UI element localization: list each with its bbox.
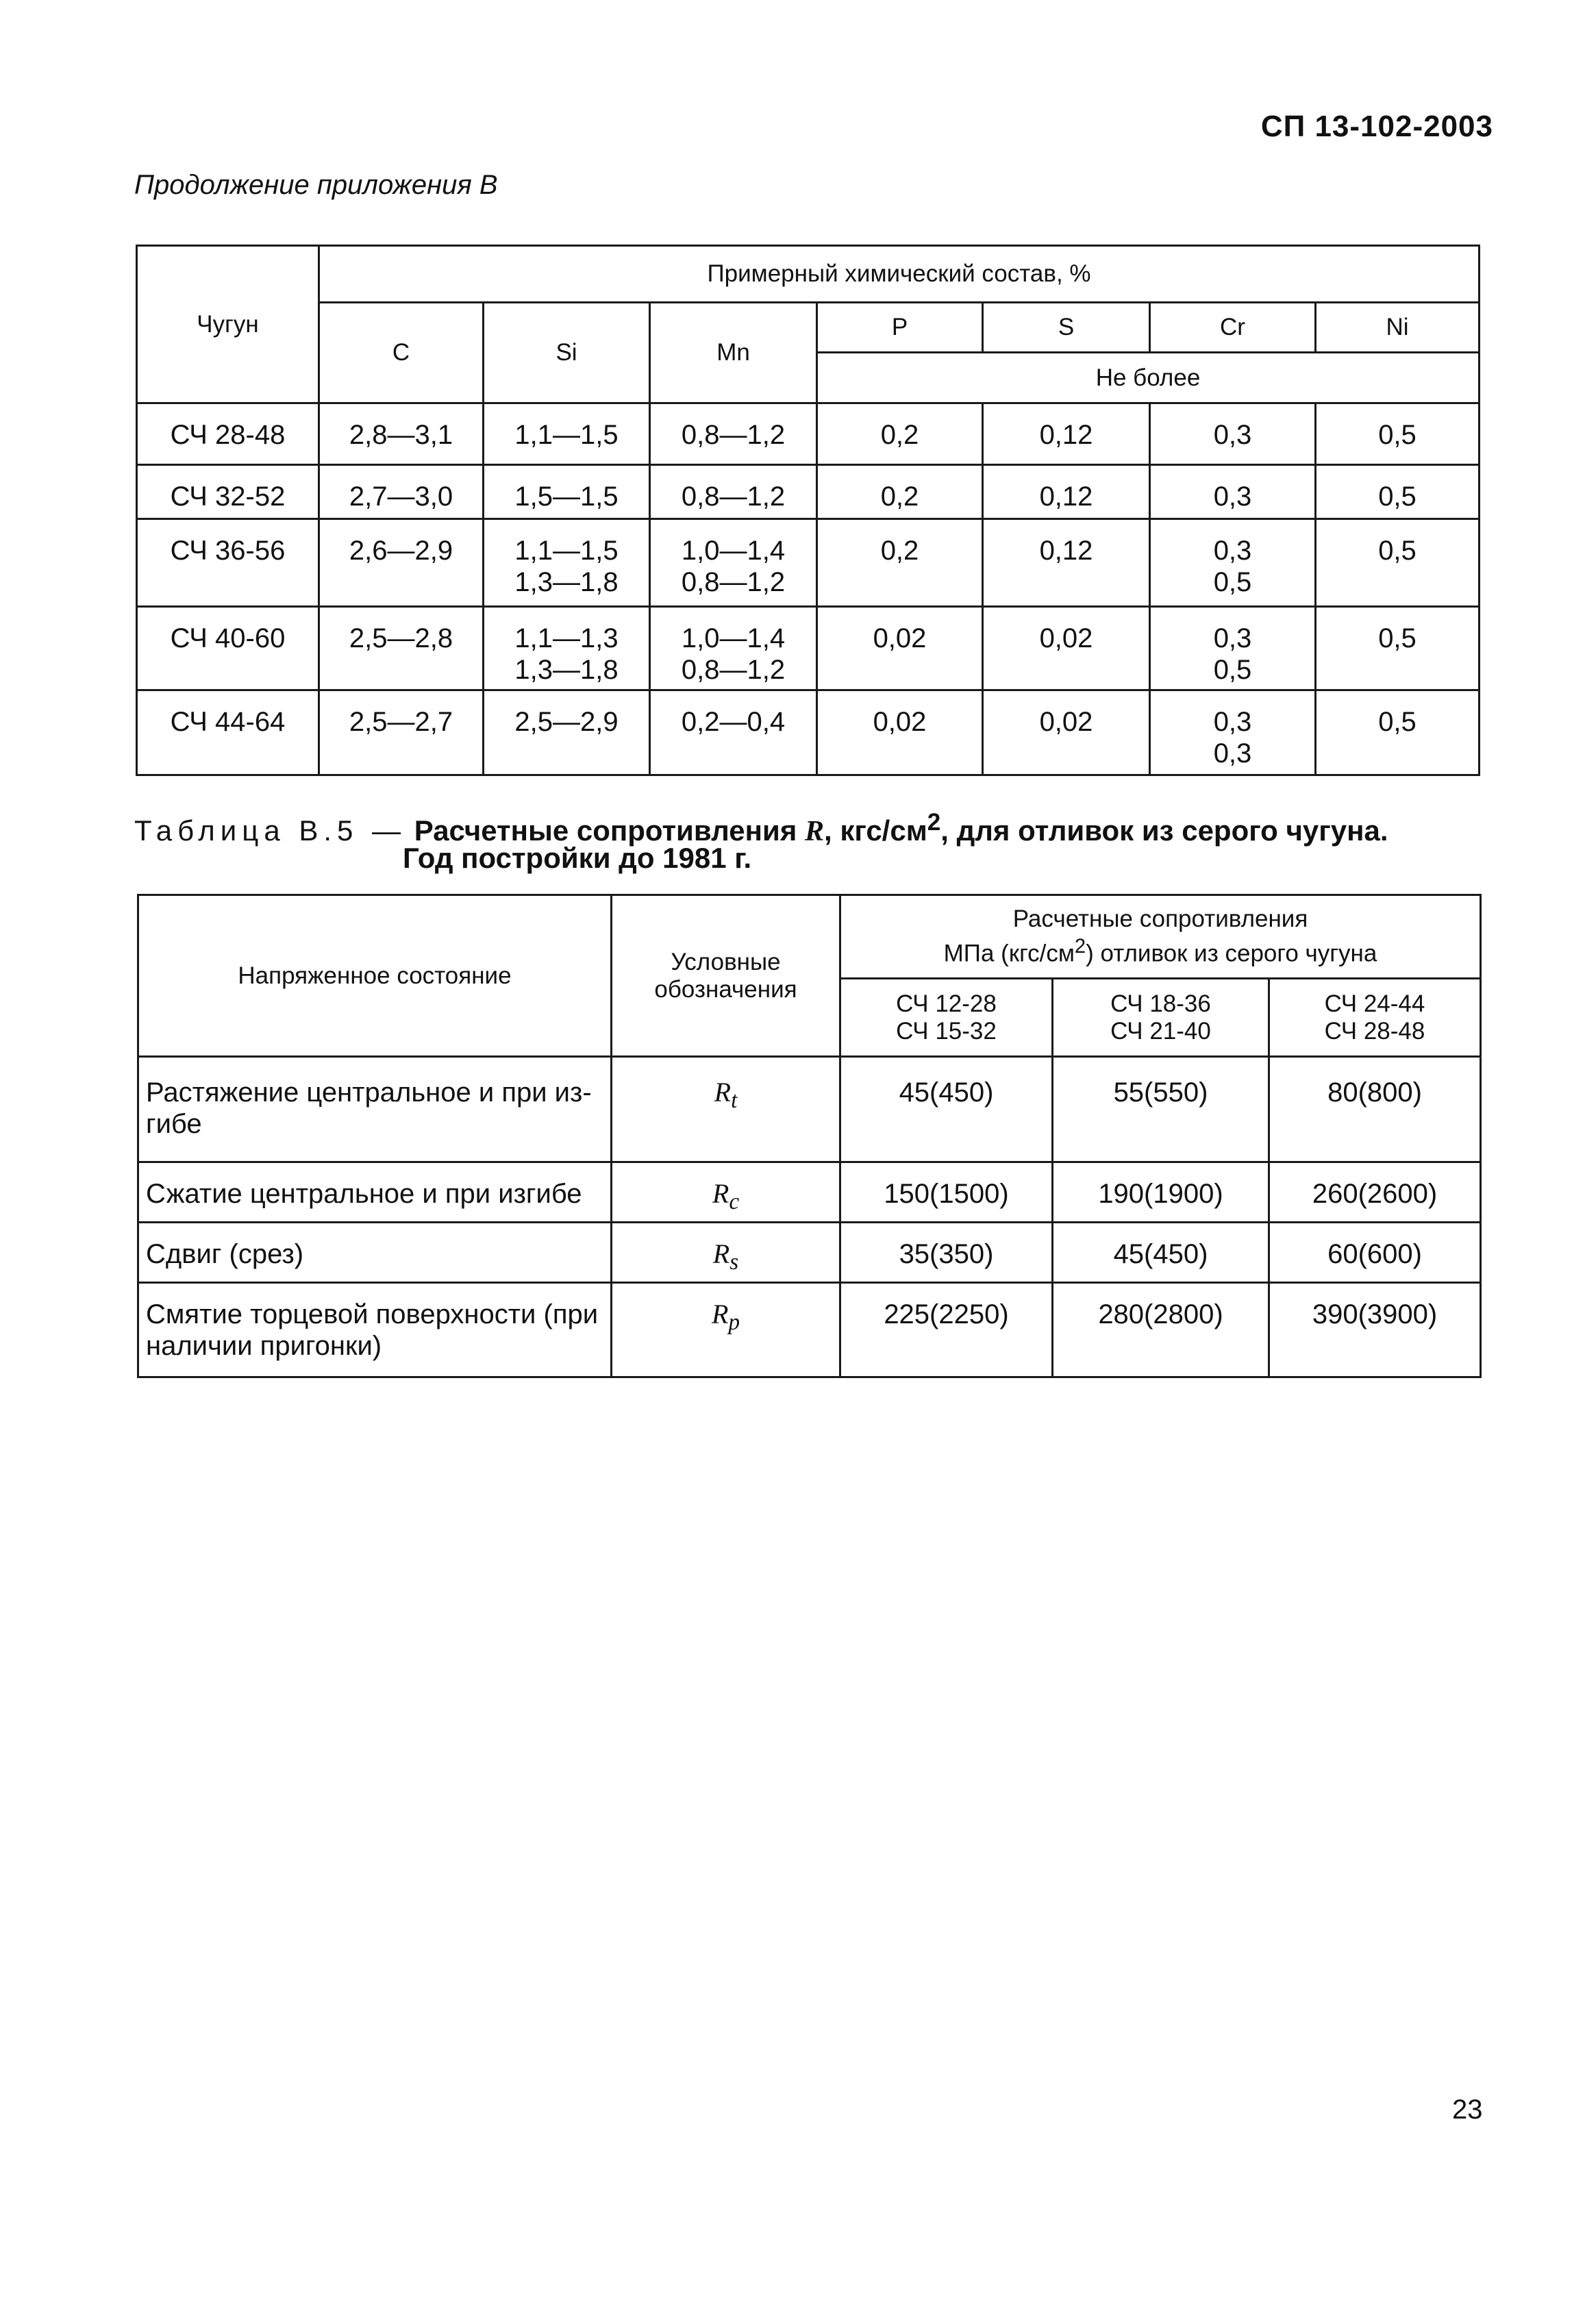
table-row [138,1057,1481,1162]
table-row [137,607,1480,690]
col-header-grade: Чугун [137,246,319,403]
cell-symbol [612,1223,840,1283]
cell-mn: 0,2—0,4 [650,690,817,775]
table-row [138,1283,1481,1377]
cell-ni: 0,5 [1316,465,1480,519]
table-caption [134,805,1481,874]
cell-value-2: 55(550) [1053,1057,1269,1162]
cell-state: Растяжение центральное и при из- гибе [138,1057,612,1162]
cell-grade: СЧ 36-56 [137,519,319,607]
symbol-sub: p [728,1310,740,1335]
cell-si: 1,5—1,5 [484,465,650,519]
cell-p: 0,2 [817,465,983,519]
document-code: СП 13-102-2003 [1260,110,1493,143]
symbol-sub: s [729,1249,739,1275]
group-header-line2a: МПа (кгс/см [943,940,1075,967]
cell-value-2: 190(1900) [1053,1162,1269,1223]
symbol-r: R [712,1238,730,1269]
cell-ni: 0,5 [1316,690,1480,775]
table-row [138,1223,1481,1283]
group-header-line2b: ) отливок из серого чугуна [1086,940,1377,967]
cell-p: 0,02 [817,607,983,690]
col-header-symbol: Условные обозначения [612,895,840,1057]
cell-value-3: 80(800) [1269,1057,1481,1162]
table-row [137,465,1480,519]
cell-s: 0,12 [983,403,1150,465]
col-header-grade-group-1: СЧ 12-28 СЧ 15-32 [840,979,1053,1057]
cell-si: 2,5—2,9 [484,690,650,775]
cell-si: 1,1—1,5 [484,403,650,465]
cell-ni: 0,5 [1316,607,1480,690]
col-header-c: C [319,303,484,403]
cell-state: Сдвиг (срез) [138,1223,612,1283]
col-header-s: S [983,303,1150,353]
cell-ni: 0,5 [1316,403,1480,465]
cell-mn: 1,0—1,4 0,8—1,2 [650,607,817,690]
col-header-p: P [817,303,983,353]
symbol-sub: t [731,1088,738,1113]
cell-mn: 0,8—1,2 [650,465,817,519]
caption-title-part2: , кгс/см [824,814,927,847]
cell-s: 0,12 [983,519,1150,607]
cell-value-3: 60(600) [1269,1223,1481,1283]
cell-c: 2,8—3,1 [319,403,484,465]
col-header-si: Si [484,303,650,403]
cell-c: 2,5—2,7 [319,690,484,775]
cell-symbol [612,1057,840,1162]
cell-value-1: 150(1500) [840,1162,1053,1223]
symbol-r: R [714,1077,732,1108]
cell-value-1: 45(450) [840,1057,1053,1162]
cell-c: 2,6—2,9 [319,519,484,607]
cell-value-3: 390(3900) [1269,1283,1481,1377]
cell-p: 0,02 [817,690,983,775]
group-header-sup: 2 [1074,936,1086,958]
cell-si: 1,1—1,5 1,3—1,8 [484,519,650,607]
cell-cr: 0,3 0,5 [1150,519,1316,607]
cell-mn: 0,8—1,2 [650,403,817,465]
table-row [138,1162,1481,1223]
cell-grade: СЧ 44-64 [137,690,319,775]
continuation-label: Продолжение приложения В [134,170,498,200]
cell-c: 2,5—2,8 [319,607,484,690]
caption-sup: 2 [927,809,941,836]
col-header-cr: Cr [1150,303,1316,353]
caption-prefix: Таблица В.5 — [134,814,407,847]
col-header-ni: Ni [1316,303,1480,353]
symbol-sub: c [729,1189,740,1214]
cell-s: 0,02 [983,690,1150,775]
cell-mn: 1,0—1,4 0,8—1,2 [650,519,817,607]
cell-symbol [612,1162,840,1223]
page-number: 23 [1452,2095,1483,2125]
group-header-resistance [840,895,1481,979]
cell-value-3: 260(2600) [1269,1162,1481,1223]
cell-value-2: 280(2800) [1053,1283,1269,1377]
caption-symbol: R [805,816,825,847]
caption-title-part1: Расчетные сопротивления [414,814,797,847]
cell-value-2: 45(450) [1053,1223,1269,1283]
col-header-state: Напряженное состояние [138,895,612,1057]
cell-grade: СЧ 32-52 [137,465,319,519]
group-header-composition: Примерный химический состав, % [319,246,1480,303]
col-header-grade-group-3: СЧ 24-44 СЧ 28-48 [1269,979,1481,1057]
cell-si: 1,1—1,3 1,3—1,8 [484,607,650,690]
table-row [137,403,1480,465]
caption-title-part3: , для отливок из серого чугуна. [940,814,1388,847]
col-header-mn: Mn [650,303,817,403]
design-resistance-table [137,894,1482,1378]
cell-grade: СЧ 40-60 [137,607,319,690]
cell-grade: СЧ 28-48 [137,403,319,465]
table-row [137,519,1480,607]
cell-c: 2,7—3,0 [319,465,484,519]
chemical-composition-table [136,245,1480,776]
cell-symbol [612,1283,840,1377]
col-header-grade-group-2: СЧ 18-36 СЧ 21-40 [1053,979,1269,1057]
cell-p: 0,2 [817,519,983,607]
cell-cr: 0,3 0,5 [1150,607,1316,690]
cell-s: 0,02 [983,607,1150,690]
cell-state: Смятие торцевой поверхности (при наличии пригонки) [138,1283,612,1377]
cell-s: 0,12 [983,465,1150,519]
cell-ni: 0,5 [1316,519,1480,607]
group-header-line1: Расчетные сопротивления [1012,905,1308,933]
cell-state: Сжатие центральное и при изгибе [138,1162,612,1223]
symbol-r: R [712,1178,729,1209]
cell-cr: 0,3 [1150,465,1316,519]
symbol-r: R [711,1299,729,1329]
cell-cr: 0,3 0,3 [1150,690,1316,775]
cell-cr: 0,3 [1150,403,1316,465]
table-row [137,690,1480,775]
cell-p: 0,2 [817,403,983,465]
cell-value-1: 225(2250) [840,1283,1053,1377]
cell-value-1: 35(350) [840,1223,1053,1283]
subheader-max: Не более [817,353,1480,403]
caption-title-line2: Год постройки до 1981 г. [403,842,752,874]
